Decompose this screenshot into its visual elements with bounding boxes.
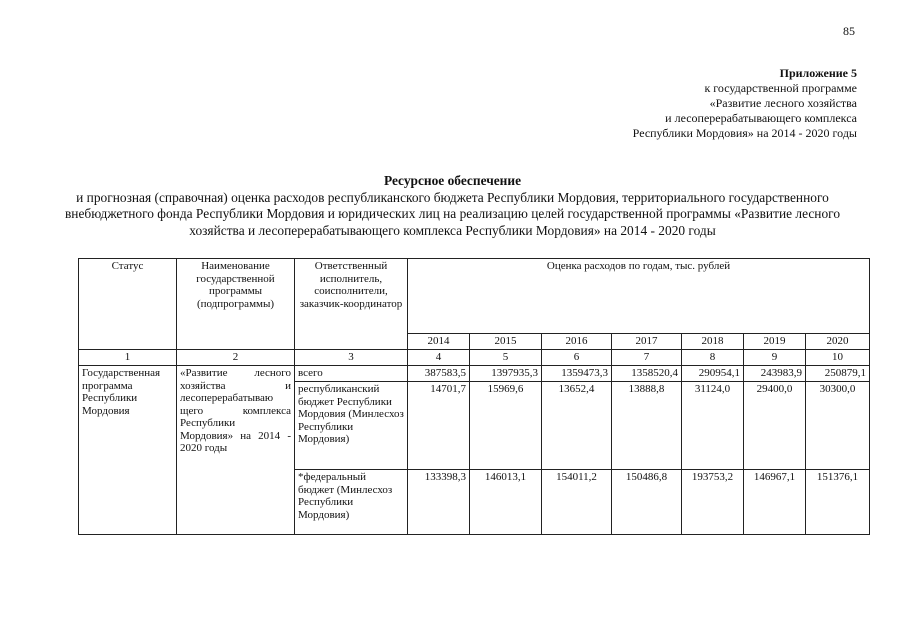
- value-cell: 151376,1: [806, 470, 870, 535]
- value-cell: 1397935,3: [470, 366, 542, 382]
- value-cell: 133398,3: [408, 470, 470, 535]
- year-cell: 2019: [744, 334, 806, 350]
- value-cell: 30300,0: [806, 382, 870, 470]
- column-number: 6: [542, 350, 612, 366]
- table-header-row: [79, 259, 870, 334]
- value-cell: 29400,0: [744, 382, 806, 470]
- value-cell: 154011,2: [542, 470, 612, 535]
- header-estimate: Оценка расходов по годам, тыс. рублей: [408, 259, 870, 334]
- value-cell: 31124,0: [682, 382, 744, 470]
- value-cell: 146013,1: [470, 470, 542, 535]
- table-row: [79, 366, 870, 382]
- year-cell: 2016: [542, 334, 612, 350]
- executor-cell: *федеральный бюджет (Минлесхоз Республики Мордовия): [295, 470, 408, 535]
- value-cell: 13652,4: [542, 382, 612, 470]
- column-number: 7: [612, 350, 682, 366]
- appendix-line: «Развитие лесного хозяйства: [709, 96, 857, 110]
- document-heading: [60, 173, 845, 239]
- year-cell: 2017: [612, 334, 682, 350]
- program-cell: «Развитие лесного хозяйства и лесоперерабатываю щего комплекса Республики Мордовия» на 2014 - 2020 годы: [177, 366, 295, 535]
- header-executor: Ответственный исполнитель, соисполнители, заказчик-координатор: [295, 259, 408, 350]
- executor-cell: всего: [295, 366, 408, 382]
- page-number: 85: [843, 24, 855, 38]
- appendix-line: к государственной программе: [704, 81, 857, 95]
- value-cell: 243983,9: [744, 366, 806, 382]
- column-number: 2: [177, 350, 295, 366]
- appendix-line: и лесоперерабатывающего комплекса: [665, 111, 857, 125]
- value-cell: 193753,2: [682, 470, 744, 535]
- column-number: 4: [408, 350, 470, 366]
- value-cell: 387583,5: [408, 366, 470, 382]
- year-cell: 2015: [470, 334, 542, 350]
- column-number: 3: [295, 350, 408, 366]
- year-cell: 2014: [408, 334, 470, 350]
- column-number: 5: [470, 350, 542, 366]
- value-cell: 290954,1: [682, 366, 744, 382]
- value-cell: 250879,1: [806, 366, 870, 382]
- document-title: Ресурсное обеспечение: [383, 173, 522, 188]
- executor-cell: республиканский бюджет Республики Мордовия (Минлесхоз Республики Мордовия): [295, 382, 408, 470]
- appendix-block: [633, 66, 857, 141]
- year-cell: 2020: [806, 334, 870, 350]
- column-number: 10: [806, 350, 870, 366]
- appendix-line: Республики Мордовия» на 2014 - 2020 годы: [632, 126, 857, 140]
- column-number: 1: [79, 350, 177, 366]
- resource-table: [78, 258, 870, 535]
- document-subtitle: и прогнозная (справочная) оценка расходов республиканского бюджета Республики Мордовия, территориального государственного внебюджетного фонда Республики Мордовия и юридических лиц на реализацию целей государственной программы «Развитие лесного хозяйства и лесоперерабатывающего комплекса Республики Мордовия» на 2014 - 2020 годы: [64, 189, 841, 238]
- header-program-name: Наименование государственной программы (подпрограммы): [177, 259, 295, 350]
- year-cell: 2018: [682, 334, 744, 350]
- column-number: 8: [682, 350, 744, 366]
- table-column-number-row: [79, 350, 870, 366]
- status-cell: Государственная программа Республики Мордовия: [79, 366, 177, 535]
- value-cell: 146967,1: [744, 470, 806, 535]
- appendix-title: Приложение 5: [779, 66, 857, 80]
- value-cell: 1358520,4: [612, 366, 682, 382]
- value-cell: 1359473,3: [542, 366, 612, 382]
- value-cell: 14701,7: [408, 382, 470, 470]
- value-cell: 15969,6: [470, 382, 542, 470]
- value-cell: 13888,8: [612, 382, 682, 470]
- column-number: 9: [744, 350, 806, 366]
- value-cell: 150486,8: [612, 470, 682, 535]
- header-status: Статус: [79, 259, 177, 350]
